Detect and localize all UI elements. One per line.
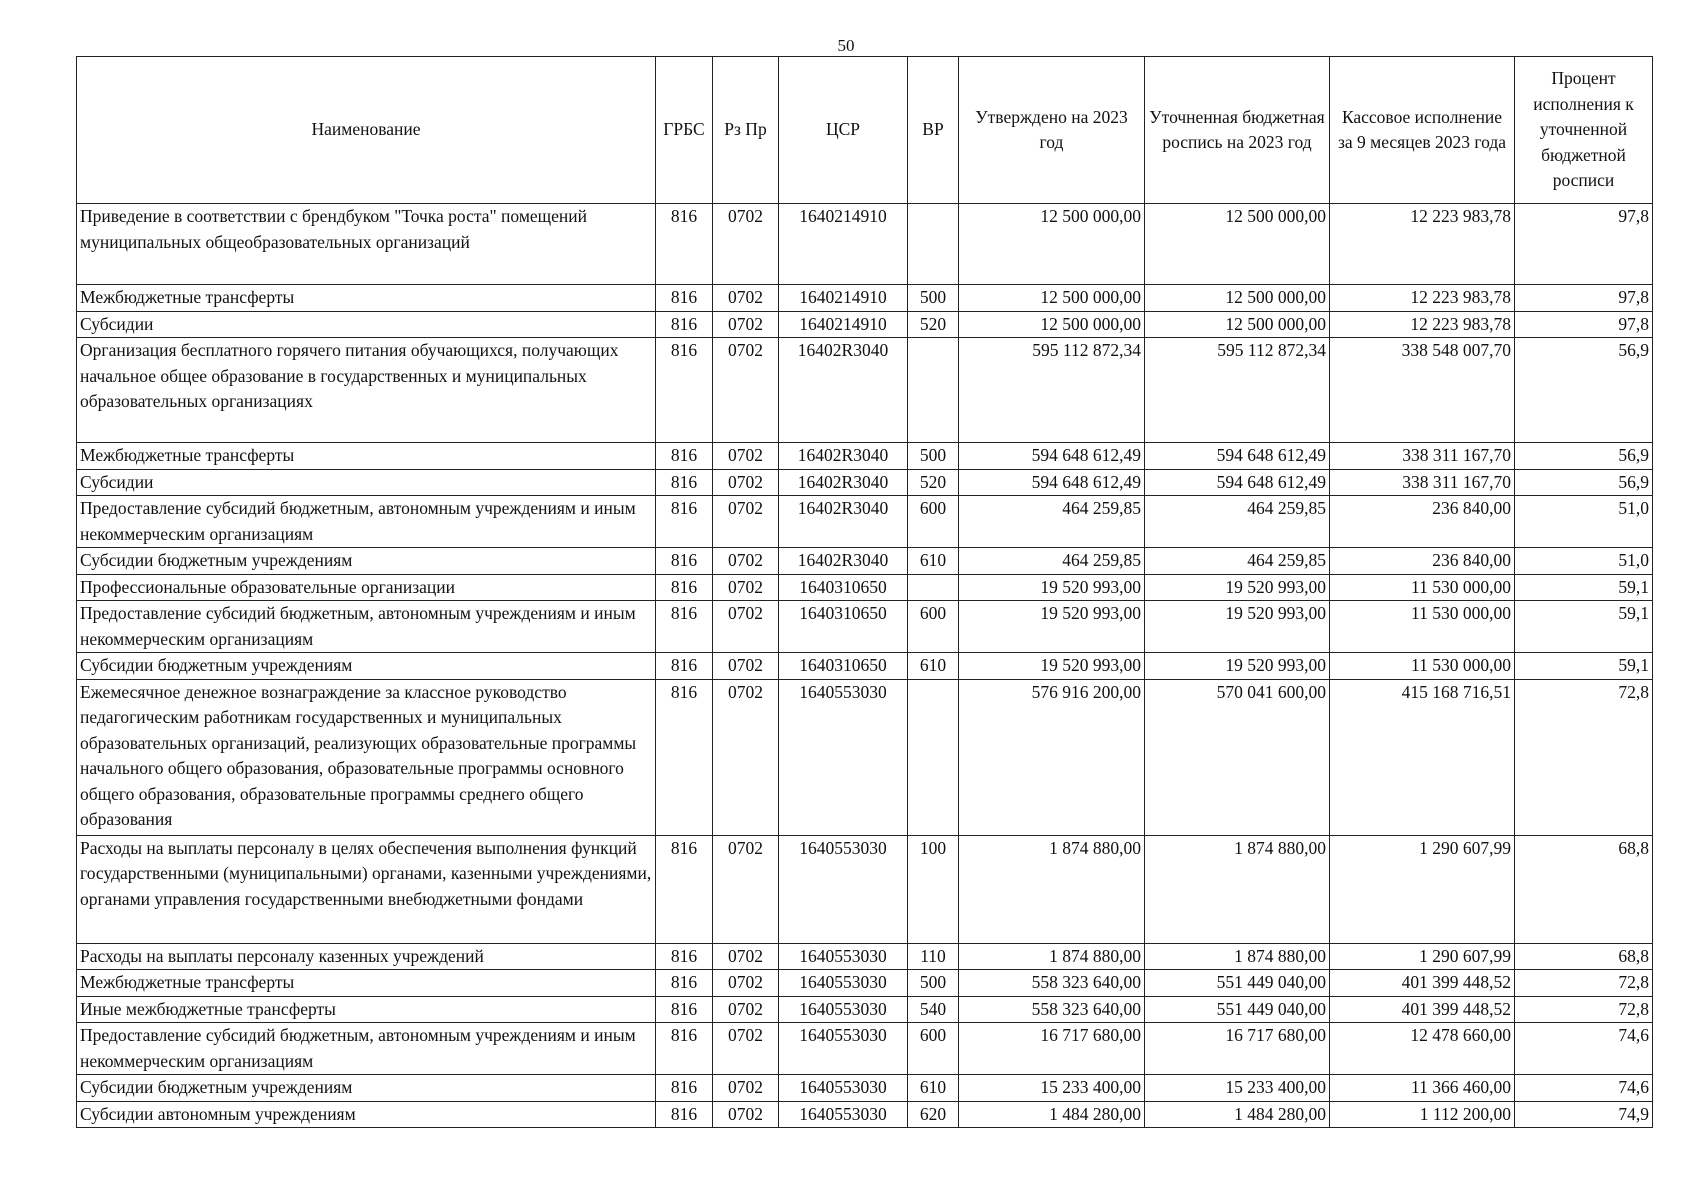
table-row	[77, 338, 1653, 443]
cell-rzpr: 0702	[713, 285, 779, 312]
cell-approved: 594 648 612,49	[959, 469, 1145, 496]
cell-vr: 620	[908, 1101, 959, 1128]
cell-percent: 97,8	[1515, 204, 1653, 285]
cell-rzpr: 0702	[713, 1023, 779, 1075]
header-cash: Кассовое исполнение за 9 месяцев 2023 года	[1330, 57, 1515, 204]
cell-percent: 72,8	[1515, 679, 1653, 835]
cell-cash: 12 478 660,00	[1330, 1023, 1515, 1075]
cell-approved: 595 112 872,34	[959, 338, 1145, 443]
cell-approved: 19 520 993,00	[959, 574, 1145, 601]
cell-name: Межбюджетные трансферты	[77, 285, 656, 312]
cell-name: Расходы на выплаты персоналу казенных учреждений	[77, 943, 656, 970]
cell-refined: 1 874 880,00	[1145, 943, 1330, 970]
cell-csr: 1640553030	[779, 1023, 908, 1075]
cell-vr: 610	[908, 548, 959, 575]
cell-cash: 11 366 460,00	[1330, 1075, 1515, 1102]
cell-grbs: 816	[656, 204, 713, 285]
cell-percent: 59,1	[1515, 601, 1653, 653]
cell-percent: 59,1	[1515, 574, 1653, 601]
cell-refined: 12 500 000,00	[1145, 285, 1330, 312]
cell-grbs: 816	[656, 601, 713, 653]
cell-approved: 464 259,85	[959, 548, 1145, 575]
cell-csr: 1640310650	[779, 653, 908, 680]
cell-csr: 1640553030	[779, 996, 908, 1023]
cell-percent: 72,8	[1515, 996, 1653, 1023]
budget-table	[76, 56, 1653, 1128]
cell-approved: 12 500 000,00	[959, 204, 1145, 285]
cell-percent: 56,9	[1515, 469, 1653, 496]
cell-approved: 558 323 640,00	[959, 970, 1145, 997]
cell-name: Субсидии	[77, 469, 656, 496]
cell-vr: 520	[908, 311, 959, 338]
cell-name: Расходы на выплаты персоналу в целях обеспечения выполнения функций государственными (муниципальными) органами, казенными учреждениями, органами управления государственными внебюджетными фондами	[77, 835, 656, 943]
cell-percent: 56,9	[1515, 338, 1653, 443]
cell-approved: 16 717 680,00	[959, 1023, 1145, 1075]
cell-vr: 100	[908, 835, 959, 943]
cell-cash: 11 530 000,00	[1330, 574, 1515, 601]
cell-grbs: 816	[656, 469, 713, 496]
cell-cash: 11 530 000,00	[1330, 653, 1515, 680]
cell-name: Субсидии автономным учреждениям	[77, 1101, 656, 1128]
cell-cash: 12 223 983,78	[1330, 285, 1515, 312]
cell-percent: 59,1	[1515, 653, 1653, 680]
cell-cash: 1 290 607,99	[1330, 943, 1515, 970]
cell-grbs: 816	[656, 653, 713, 680]
cell-rzpr: 0702	[713, 443, 779, 470]
cell-csr: 1640310650	[779, 601, 908, 653]
cell-approved: 1 874 880,00	[959, 835, 1145, 943]
cell-percent: 74,6	[1515, 1075, 1653, 1102]
cell-name: Иные межбюджетные трансферты	[77, 996, 656, 1023]
cell-vr	[908, 679, 959, 835]
table-row	[77, 835, 1653, 943]
cell-name: Предоставление субсидий бюджетным, автономным учреждениям и иным некоммерческим организациям	[77, 496, 656, 548]
cell-vr: 610	[908, 653, 959, 680]
cell-name: Ежемесячное денежное вознаграждение за классное руководство педагогическим работникам государственных и муниципальных образовательных организаций, реализующих образовательные программы начального общего образования, образовательные программы основного общего образования, образовательные программы среднего общего образования	[77, 679, 656, 835]
cell-refined: 595 112 872,34	[1145, 338, 1330, 443]
cell-percent: 97,8	[1515, 285, 1653, 312]
cell-cash: 415 168 716,51	[1330, 679, 1515, 835]
cell-refined: 1 874 880,00	[1145, 835, 1330, 943]
cell-cash: 401 399 448,52	[1330, 996, 1515, 1023]
cell-grbs: 816	[656, 835, 713, 943]
cell-grbs: 816	[656, 496, 713, 548]
cell-csr: 1640553030	[779, 1101, 908, 1128]
cell-cash: 401 399 448,52	[1330, 970, 1515, 997]
cell-csr: 1640553030	[779, 835, 908, 943]
cell-rzpr: 0702	[713, 1101, 779, 1128]
cell-vr	[908, 338, 959, 443]
cell-rzpr: 0702	[713, 469, 779, 496]
cell-approved: 594 648 612,49	[959, 443, 1145, 470]
cell-refined: 464 259,85	[1145, 496, 1330, 548]
cell-refined: 464 259,85	[1145, 548, 1330, 575]
cell-rzpr: 0702	[713, 1075, 779, 1102]
cell-refined: 570 041 600,00	[1145, 679, 1330, 835]
table-row	[77, 496, 1653, 548]
cell-grbs: 816	[656, 996, 713, 1023]
cell-approved: 12 500 000,00	[959, 285, 1145, 312]
cell-cash: 338 311 167,70	[1330, 443, 1515, 470]
cell-refined: 16 717 680,00	[1145, 1023, 1330, 1075]
cell-name: Субсидии	[77, 311, 656, 338]
cell-approved: 19 520 993,00	[959, 601, 1145, 653]
cell-grbs: 816	[656, 970, 713, 997]
cell-name: Межбюджетные трансферты	[77, 443, 656, 470]
cell-name: Приведение в соответствии с брендбуком "Точка роста" помещений муниципальных общеобразовательных организаций	[77, 204, 656, 285]
cell-csr: 16402R3040	[779, 338, 908, 443]
cell-vr: 610	[908, 1075, 959, 1102]
cell-grbs: 816	[656, 1101, 713, 1128]
cell-grbs: 816	[656, 443, 713, 470]
cell-rzpr: 0702	[713, 574, 779, 601]
cell-name: Организация бесплатного горячего питания обучающихся, получающих начальное общее образование в государственных и муниципальных образовательных организациях	[77, 338, 656, 443]
cell-name: Предоставление субсидий бюджетным, автономным учреждениям и иным некоммерческим организациям	[77, 601, 656, 653]
table-row	[77, 204, 1653, 285]
cell-refined: 12 500 000,00	[1145, 311, 1330, 338]
cell-vr	[908, 204, 959, 285]
cell-vr: 500	[908, 443, 959, 470]
cell-grbs: 816	[656, 285, 713, 312]
cell-rzpr: 0702	[713, 496, 779, 548]
table-row	[77, 311, 1653, 338]
cell-refined: 1 484 280,00	[1145, 1101, 1330, 1128]
cell-rzpr: 0702	[713, 679, 779, 835]
cell-name: Профессиональные образовательные организации	[77, 574, 656, 601]
table-row	[77, 574, 1653, 601]
table-row	[77, 601, 1653, 653]
cell-cash: 236 840,00	[1330, 496, 1515, 548]
cell-name: Субсидии бюджетным учреждениям	[77, 1075, 656, 1102]
cell-vr: 600	[908, 496, 959, 548]
table-row	[77, 285, 1653, 312]
header-name: Наименование	[77, 57, 656, 204]
cell-name: Субсидии бюджетным учреждениям	[77, 548, 656, 575]
cell-name: Субсидии бюджетным учреждениям	[77, 653, 656, 680]
cell-refined: 594 648 612,49	[1145, 443, 1330, 470]
cell-refined: 12 500 000,00	[1145, 204, 1330, 285]
table-row	[77, 469, 1653, 496]
cell-vr: 600	[908, 1023, 959, 1075]
cell-csr: 16402R3040	[779, 496, 908, 548]
cell-rzpr: 0702	[713, 970, 779, 997]
cell-percent: 68,8	[1515, 943, 1653, 970]
cell-csr: 16402R3040	[779, 443, 908, 470]
cell-csr: 1640214910	[779, 311, 908, 338]
cell-cash: 236 840,00	[1330, 548, 1515, 575]
cell-refined: 551 449 040,00	[1145, 996, 1330, 1023]
cell-vr: 500	[908, 970, 959, 997]
cell-vr: 500	[908, 285, 959, 312]
cell-csr: 1640553030	[779, 679, 908, 835]
table-header-row	[77, 57, 1653, 204]
table-row	[77, 943, 1653, 970]
cell-csr: 1640310650	[779, 574, 908, 601]
cell-csr: 1640553030	[779, 943, 908, 970]
cell-rzpr: 0702	[713, 548, 779, 575]
cell-vr: 600	[908, 601, 959, 653]
header-percent: Процент исполнения к уточненной бюджетной росписи	[1515, 57, 1653, 204]
table-row	[77, 679, 1653, 835]
cell-rzpr: 0702	[713, 943, 779, 970]
cell-grbs: 816	[656, 943, 713, 970]
cell-refined: 594 648 612,49	[1145, 469, 1330, 496]
header-rzpr: Рз Пр	[713, 57, 779, 204]
cell-cash: 11 530 000,00	[1330, 601, 1515, 653]
cell-percent: 68,8	[1515, 835, 1653, 943]
page-number: 50	[837, 36, 855, 55]
cell-cash: 1 112 200,00	[1330, 1101, 1515, 1128]
cell-percent: 74,6	[1515, 1023, 1653, 1075]
cell-grbs: 816	[656, 679, 713, 835]
cell-approved: 464 259,85	[959, 496, 1145, 548]
cell-csr: 1640214910	[779, 285, 908, 312]
cell-grbs: 816	[656, 574, 713, 601]
table-row	[77, 548, 1653, 575]
header-grbs: ГРБС	[656, 57, 713, 204]
cell-rzpr: 0702	[713, 204, 779, 285]
header-approved: Утверждено на 2023 год	[959, 57, 1145, 204]
cell-refined: 19 520 993,00	[1145, 653, 1330, 680]
cell-cash: 338 548 007,70	[1330, 338, 1515, 443]
cell-csr: 1640214910	[779, 204, 908, 285]
cell-rzpr: 0702	[713, 338, 779, 443]
cell-approved: 1 874 880,00	[959, 943, 1145, 970]
cell-percent: 74,9	[1515, 1101, 1653, 1128]
cell-grbs: 816	[656, 1075, 713, 1102]
cell-refined: 551 449 040,00	[1145, 970, 1330, 997]
cell-vr	[908, 574, 959, 601]
cell-name: Предоставление субсидий бюджетным, автономным учреждениям и иным некоммерческим организациям	[77, 1023, 656, 1075]
cell-csr: 1640553030	[779, 1075, 908, 1102]
header-refined: Уточненная бюджетная роспись на 2023 год	[1145, 57, 1330, 204]
table-row	[77, 443, 1653, 470]
cell-rzpr: 0702	[713, 311, 779, 338]
cell-grbs: 816	[656, 311, 713, 338]
cell-vr: 520	[908, 469, 959, 496]
table-row	[77, 1075, 1653, 1102]
cell-approved: 558 323 640,00	[959, 996, 1145, 1023]
cell-refined: 19 520 993,00	[1145, 601, 1330, 653]
cell-refined: 15 233 400,00	[1145, 1075, 1330, 1102]
cell-approved: 12 500 000,00	[959, 311, 1145, 338]
header-csr: ЦСР	[779, 57, 908, 204]
cell-percent: 72,8	[1515, 970, 1653, 997]
cell-percent: 51,0	[1515, 548, 1653, 575]
cell-csr: 16402R3040	[779, 469, 908, 496]
cell-percent: 51,0	[1515, 496, 1653, 548]
cell-percent: 97,8	[1515, 311, 1653, 338]
table-row	[77, 996, 1653, 1023]
cell-cash: 338 311 167,70	[1330, 469, 1515, 496]
cell-csr: 16402R3040	[779, 548, 908, 575]
cell-rzpr: 0702	[713, 653, 779, 680]
cell-csr: 1640553030	[779, 970, 908, 997]
header-vr: ВР	[908, 57, 959, 204]
cell-cash: 12 223 983,78	[1330, 311, 1515, 338]
table-row	[77, 1023, 1653, 1075]
table-row	[77, 1101, 1653, 1128]
cell-grbs: 816	[656, 548, 713, 575]
cell-name: Межбюджетные трансферты	[77, 970, 656, 997]
cell-percent: 56,9	[1515, 443, 1653, 470]
cell-grbs: 816	[656, 1023, 713, 1075]
cell-vr: 540	[908, 996, 959, 1023]
cell-approved: 1 484 280,00	[959, 1101, 1145, 1128]
cell-cash: 12 223 983,78	[1330, 204, 1515, 285]
cell-vr: 110	[908, 943, 959, 970]
table-row	[77, 970, 1653, 997]
cell-approved: 15 233 400,00	[959, 1075, 1145, 1102]
cell-cash: 1 290 607,99	[1330, 835, 1515, 943]
cell-rzpr: 0702	[713, 835, 779, 943]
cell-refined: 19 520 993,00	[1145, 574, 1330, 601]
cell-rzpr: 0702	[713, 996, 779, 1023]
cell-approved: 19 520 993,00	[959, 653, 1145, 680]
cell-approved: 576 916 200,00	[959, 679, 1145, 835]
cell-grbs: 816	[656, 338, 713, 443]
table-row	[77, 653, 1653, 680]
cell-rzpr: 0702	[713, 601, 779, 653]
